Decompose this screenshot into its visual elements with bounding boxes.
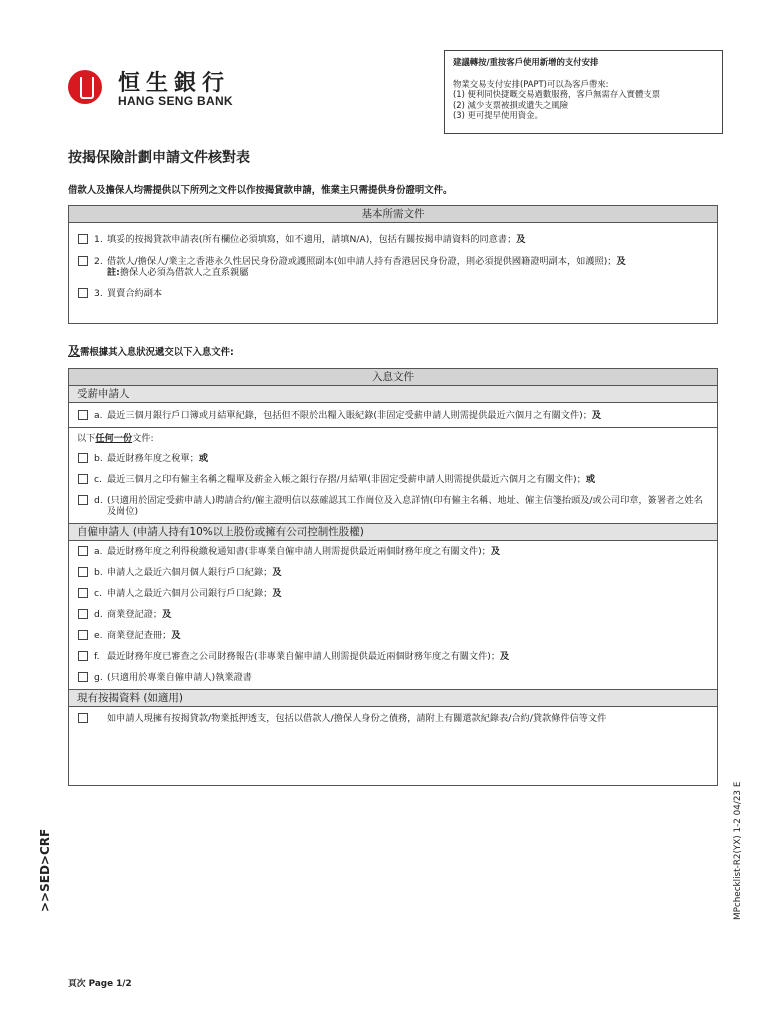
checkbox[interactable] <box>78 713 88 723</box>
page-number: 頁次 Page 1/2 <box>68 979 132 989</box>
employed-header: 受薪申請人 <box>69 386 717 403</box>
item-number: f. <box>94 651 100 662</box>
income-documents-box <box>68 368 718 786</box>
item-suffix: 及 <box>272 567 282 578</box>
item-text: 商業登記證； <box>107 609 163 620</box>
any-one-bold: 任何一份 <box>95 433 133 444</box>
note-label: 註: <box>107 267 120 278</box>
intro-text: 借款人及擔保人均需提供以下所列之文件以作按揭貸款申請，惟業主只需提供身份證明文件。 <box>68 185 453 196</box>
item-suffix: 及 <box>490 546 501 557</box>
notice-point: (2) 減少支票被損或遺失之風險 <box>453 99 569 110</box>
checkbox[interactable] <box>78 410 88 420</box>
page-title: 按揭保險計劃申請文件核對表 <box>68 150 250 166</box>
item-suffix: 及 <box>500 651 510 662</box>
self-employed-item-e <box>69 630 717 641</box>
income-documents-header: 入息文件 <box>69 369 717 386</box>
checkbox[interactable] <box>78 567 88 577</box>
income-intro <box>68 342 234 359</box>
logo-english-name: HANG SENG BANK <box>118 94 233 108</box>
hang-seng-logo-icon <box>68 70 102 104</box>
item-text: (只適用於固定受薪申請人)聘請合約/僱主證明信以茲確認其工作崗位及入息詳情(印有僱主名稱、地址、僱主信箋抬頭及/或公司印章，簽署者之姓名及崗位) <box>107 495 703 517</box>
item-suffix: 及 <box>516 234 526 245</box>
checkbox[interactable] <box>78 546 88 556</box>
checkbox[interactable] <box>78 630 88 640</box>
note-text: 擔保人必須為借款人之直系親屬 <box>119 267 249 278</box>
checkbox[interactable] <box>78 234 88 244</box>
notice-point: (1) 便利同快捷嘅交易過數服務，客戶無需存入實體支票 <box>453 89 661 99</box>
checkbox[interactable] <box>78 288 88 298</box>
item-text: 最近三個月之印有僱主名稱之糧單及薪金入帳之銀行存摺/月結單(非固定受薪申請人則需提供最近六個月之有關文件)； <box>107 474 586 485</box>
item-text: 如申請人現擁有按揭貸款/物業抵押透支，包括以借款人/擔保人身份之債務，請附上有關還款紀錄表/合約/貸款條件信等文件 <box>107 713 607 724</box>
notice-intro: 物業交易支付安排(PAPT)可以為客戶帶來: <box>453 78 609 89</box>
checkbox[interactable] <box>78 495 88 505</box>
item-number: g. <box>94 672 103 683</box>
checkbox[interactable] <box>78 453 88 463</box>
item-number: b. <box>94 567 103 578</box>
item-text: 填妥的按揭貸款申請表(所有欄位必須填寫，如不適用，請填N/A)，包括有關按揭申請資料的同意書； <box>107 234 517 245</box>
item-number: 3. <box>94 288 103 299</box>
checkbox[interactable] <box>78 588 88 598</box>
self-employed-item-b <box>69 567 717 578</box>
item-number: a. <box>94 546 103 557</box>
form-code-right: MPchecklist-R2(YX) 1-2 04/23 E <box>733 781 743 920</box>
basic-documents-box <box>68 205 718 324</box>
item-suffix: 或 <box>585 474 596 485</box>
logo-chinese-name: 恒生銀行 <box>118 70 231 96</box>
item-text: 申請人之最近六個月個人銀行戶口紀錄； <box>107 567 273 578</box>
item-text: 最近三個月銀行戶口簿或月結單紀錄，包括但不限於出糧入賬紀錄(非固定受薪申請人則需提供最近六個月之有關文件)； <box>107 410 592 421</box>
employed-item-b <box>69 453 717 464</box>
item-number: a. <box>94 410 103 421</box>
checkbox[interactable] <box>78 651 88 661</box>
item-number: b. <box>94 453 103 464</box>
basic-documents-header: 基本所需文件 <box>69 206 717 223</box>
item-text: 買賣合約副本 <box>107 288 163 299</box>
basic-item-1 <box>69 234 717 245</box>
item-number: e. <box>94 630 103 641</box>
item-text: 最近財務年度之利得稅繳稅通知書(非專業自僱申請人則需提供最近兩個財務年度之有關文件)； <box>107 546 491 557</box>
notice-title: 建議轉按/重按客戶使用新增的支付安排 <box>453 57 599 67</box>
side-code-left: >>SED>CRF <box>38 828 52 912</box>
self-employed-item-f <box>69 651 717 662</box>
self-employed-header: 自僱申請人 (申請人持有10%以上股份或擁有公司控制性股權) <box>69 523 717 541</box>
any-one-prefix: 以下 <box>77 433 96 444</box>
employed-item-d <box>69 495 717 517</box>
basic-item-3 <box>69 288 717 299</box>
item-suffix: 及 <box>171 630 181 641</box>
item-suffix: 及 <box>591 410 602 421</box>
any-one-suffix: 文件: <box>132 433 154 444</box>
checkbox[interactable] <box>78 474 88 484</box>
item-number: 2. <box>94 256 103 267</box>
checkbox[interactable] <box>78 609 88 619</box>
item-text: 最近財務年度已審查之公司財務報告(非專業自僱申請人則需提供最近兩個財務年度之有關文件)； <box>107 651 501 662</box>
any-one-label <box>69 433 717 444</box>
item-suffix: 或 <box>198 453 209 464</box>
item-text: (只適用於專業自僱申請人)執業證書 <box>107 672 252 683</box>
papt-notice-box <box>444 50 723 134</box>
existing-mortgage-item <box>69 713 717 724</box>
item-suffix: 及 <box>272 588 282 599</box>
item-number: d. <box>94 609 103 620</box>
item-text: 最近財務年度之稅單； <box>107 453 199 464</box>
checkbox[interactable] <box>78 672 88 682</box>
self-employed-item-d <box>69 609 717 620</box>
self-employed-item-c <box>69 588 717 599</box>
existing-mortgage-header: 現有按揭資料 (如適用) <box>69 689 717 707</box>
item-text: 借款人/擔保人/業主之香港永久性居民身份證或護照副本(如申請人持有香港居民身份證，則必須提供國籍證明副本，如護照)； <box>107 256 617 267</box>
item-number: 1. <box>94 234 103 245</box>
employed-item-a <box>69 410 717 421</box>
income-intro-lead: 及 <box>68 344 81 358</box>
item-suffix: 及 <box>162 609 172 620</box>
self-employed-item-a <box>69 546 717 557</box>
item-number: c. <box>94 588 102 599</box>
item-suffix: 及 <box>616 256 626 267</box>
checkbox[interactable] <box>78 256 88 266</box>
item-number: d. <box>94 495 103 506</box>
notice-point: (3) 更可提早使用資金。 <box>453 110 543 120</box>
item-text: 商業登記查冊； <box>107 630 172 641</box>
basic-item-2 <box>69 256 717 278</box>
self-employed-item-g <box>69 672 717 683</box>
income-intro-text: 需根據其入息狀況遞交以下入息文件: <box>80 347 234 358</box>
item-text: 申請人之最近六個月公司銀行戶口紀錄； <box>107 588 273 599</box>
employed-item-c <box>69 474 717 485</box>
item-number: c. <box>94 474 102 485</box>
